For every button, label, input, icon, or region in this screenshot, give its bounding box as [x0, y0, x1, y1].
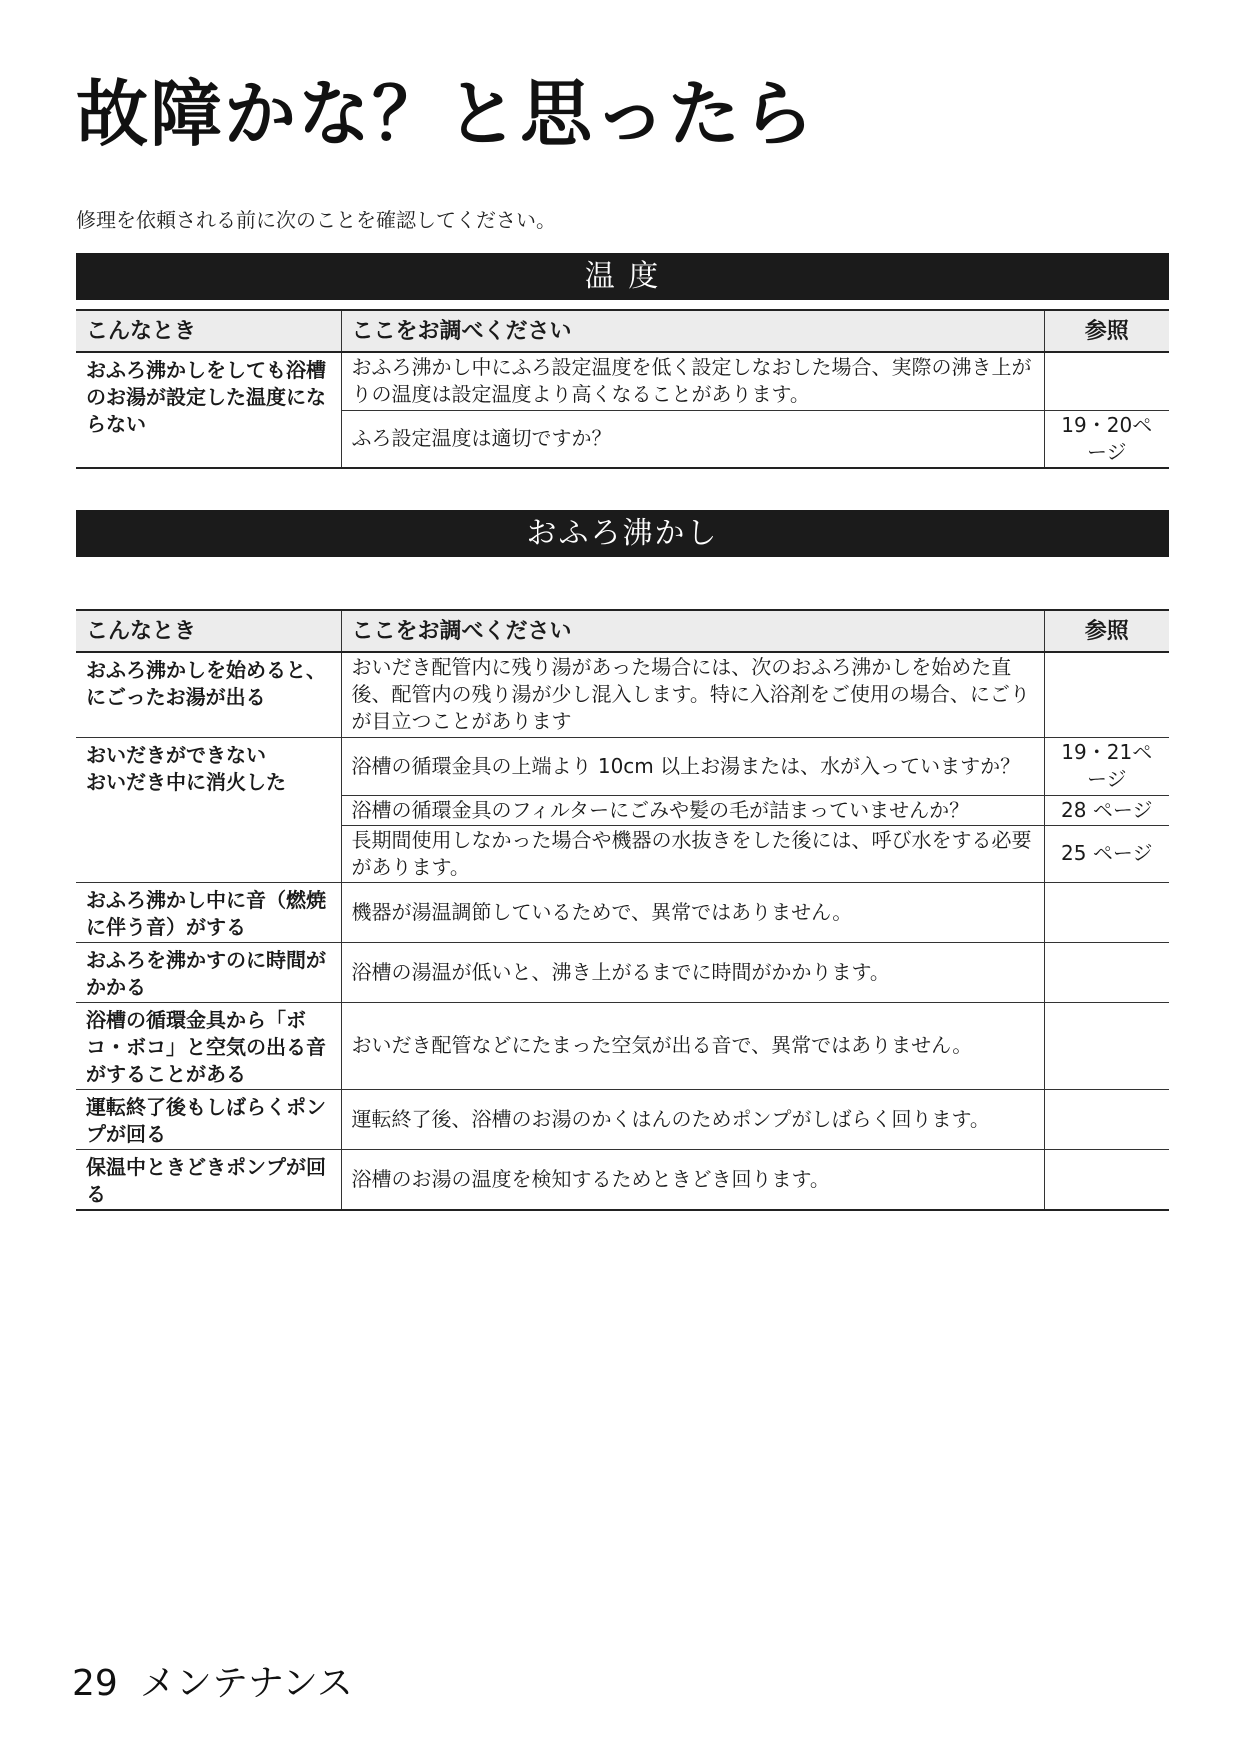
- header-when: こんなとき: [76, 610, 341, 652]
- page-title: 故障かな？と思ったら: [76, 72, 817, 156]
- symptom-cell: 浴槽の循環金具から「ボコ・ボコ」と空気の出る音がすることがある: [76, 1002, 341, 1089]
- header-ref: 参照: [1044, 310, 1169, 352]
- symptom-cell: 運転終了後もしばらくポンプが回る: [76, 1089, 341, 1149]
- table-row: [76, 1002, 1169, 1089]
- page-number: 29: [72, 1663, 118, 1704]
- check-cell: 長期間使用しなかった場合や機器の水抜きをした後には、呼び水をする必要があります。: [341, 825, 1044, 882]
- symptom-cell: 保温中ときどきポンプが回る: [76, 1149, 341, 1210]
- table-row: [76, 737, 1169, 795]
- section-banner: おふろ沸かし: [76, 510, 1169, 557]
- check-cell: 浴槽の湯温が低いと、沸き上がるまでに時間がかかります。: [341, 942, 1044, 1002]
- footer-section: メンテナンス: [139, 1663, 353, 1704]
- ref-cell: [1044, 942, 1169, 1002]
- troubleshooting-table: [76, 309, 1169, 469]
- header-check: ここをお調べください: [341, 610, 1044, 652]
- section-reheat: [76, 510, 1169, 1211]
- ref-cell: 28 ページ: [1044, 795, 1169, 825]
- header-check: ここをお調べください: [341, 310, 1044, 352]
- check-cell: 機器が湯温調節しているためで、異常ではありません。: [341, 882, 1044, 942]
- header-ref: 参照: [1044, 610, 1169, 652]
- table-row: [76, 882, 1169, 942]
- check-cell: おいだき配管などにたまった空気が出る音で、異常ではありません。: [341, 1002, 1044, 1089]
- check-cell: 浴槽の循環金具の上端より 10cm 以上お湯または、水が入っていますか？: [341, 737, 1044, 795]
- check-cell: ふろ設定温度は適切ですか？: [341, 410, 1044, 468]
- table-row: [76, 652, 1169, 737]
- check-cell: 運転終了後、浴槽のお湯のかくはんのためポンプがしばらく回ります。: [341, 1089, 1044, 1149]
- symptom-cell: おふろ沸かしを始めると、にごったお湯が出る: [76, 652, 341, 737]
- page-footer: [72, 1655, 353, 1706]
- table-row: [76, 1149, 1169, 1210]
- table-row: [76, 352, 1169, 410]
- ref-cell: [1044, 1002, 1169, 1089]
- ref-cell: [1044, 882, 1169, 942]
- intro-text: 修理を依頼される前に次のことを確認してください。: [76, 208, 556, 232]
- symptom-cell: おいだきができない おいだき中に消火した: [76, 737, 341, 882]
- table-row: [76, 1089, 1169, 1149]
- header-when: こんなとき: [76, 310, 341, 352]
- check-cell: おふろ沸かし中にふろ設定温度を低く設定しなおした場合、実際の沸き上がりの温度は設定温度より高くなることがあります。: [341, 352, 1044, 410]
- symptom-cell: おふろ沸かしをしても浴槽のお湯が設定した温度にならない: [76, 352, 341, 468]
- ref-cell: [1044, 352, 1169, 410]
- check-cell: 浴槽のお湯の温度を検知するためときどき回ります。: [341, 1149, 1044, 1210]
- ref-cell: [1044, 1089, 1169, 1149]
- symptom-cell: おふろ沸かし中に音（燃焼に伴う音）がする: [76, 882, 341, 942]
- table-row: [76, 942, 1169, 1002]
- troubleshooting-table: [76, 609, 1169, 1211]
- symptom-cell: おふろを沸かすのに時間がかかる: [76, 942, 341, 1002]
- ref-cell: [1044, 1149, 1169, 1210]
- ref-cell: [1044, 652, 1169, 737]
- section-banner: 温 度: [76, 253, 1169, 300]
- ref-cell: 25 ページ: [1044, 825, 1169, 882]
- ref-cell: 19・20ページ: [1044, 410, 1169, 468]
- check-cell: おいだき配管内に残り湯があった場合には、次のおふろ沸かしを始めた直後、配管内の残り湯が少し混入します。特に入浴剤をご使用の場合、にごりが目立つことがあります: [341, 652, 1044, 737]
- check-cell: 浴槽の循環金具のフィルターにごみや髪の毛が詰まっていませんか？: [341, 795, 1044, 825]
- ref-cell: 19・21ページ: [1044, 737, 1169, 795]
- section-temperature: [76, 253, 1169, 469]
